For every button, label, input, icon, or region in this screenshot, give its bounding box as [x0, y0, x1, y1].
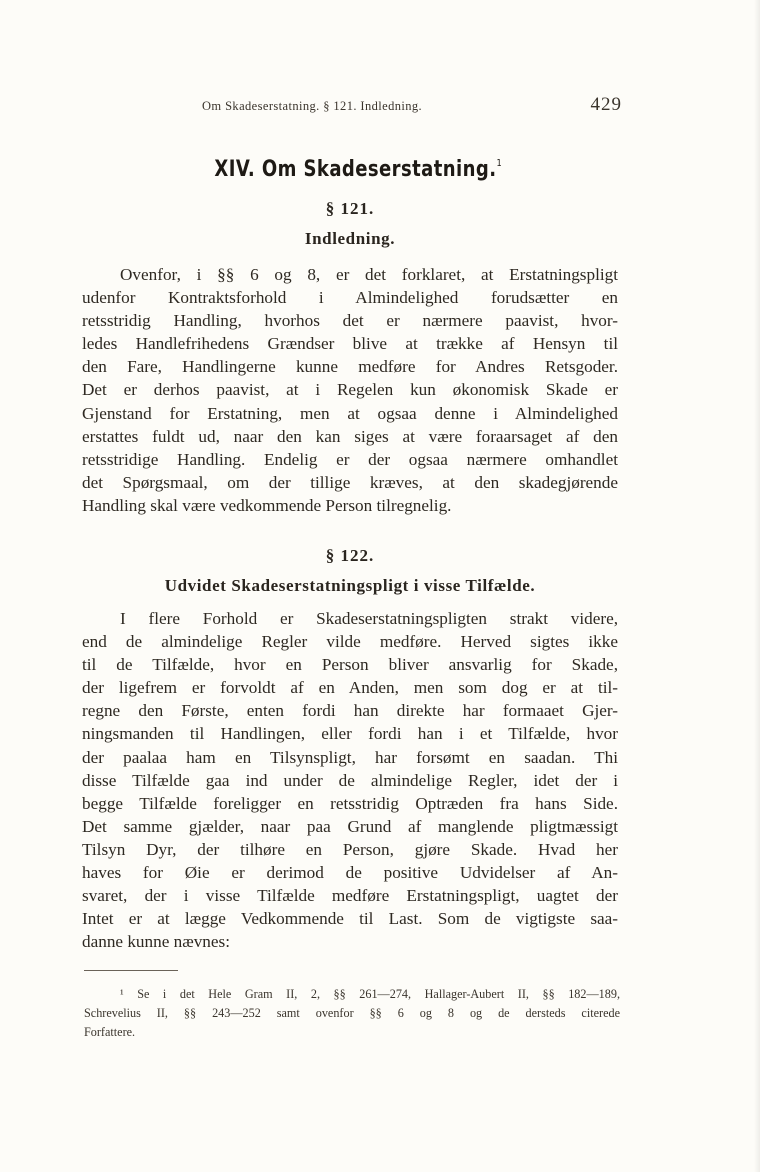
- text-line: Ovenfor, i §§ 6 og 8, er det forklaret, at Erstatningspligt: [120, 265, 618, 284]
- footnote-line: Forfattere.: [84, 1025, 136, 1039]
- text-line: det Spørgsmaal, om der tillige kræves, at den skadegjørende: [82, 472, 618, 492]
- section-121-body: [82, 263, 618, 517]
- text-line: Det samme gjælder, naar paa Grund af manglende pligtmæssigt: [82, 816, 618, 836]
- text-line: begge Tilfælde foreligger en retsstridig Optræden fra hans Side.: [82, 793, 618, 813]
- text-line: til de Tilfælde, hvor en Person bliver ansvarlig for Skade,: [82, 655, 618, 675]
- footnote-line: ¹ Se i det Hele Gram II, 2, §§ 261—274, Hallager-Aubert II, §§ 182—189,: [120, 987, 620, 1001]
- text-line: den Fare, Handlingerne kunne medføre for Andres Retsgoder.: [82, 357, 618, 377]
- page-number: 429: [590, 94, 622, 115]
- chapter-title-text: XIV. Om Skadeserstatning.: [214, 157, 497, 182]
- section-122-body: [82, 607, 618, 953]
- text-line: disse Tilfælde gaa ind under de almindelige Regler, idet der i: [82, 770, 618, 790]
- chapter-footnote-marker: 1: [496, 158, 503, 169]
- text-line: ningsmanden til Handlingen, eller fordi han i et Tilfælde, hvor: [82, 724, 618, 744]
- text-line: der paalaa ham en Tilsynspligt, har forsømt en saadan. Thi: [82, 747, 618, 767]
- text-line: retsstridige Handling. Endelig er der ogsaa nærmere omhandlet: [82, 449, 618, 469]
- text-line: retsstridig Handling, hvorhos det er nærmere paavist, hvor-: [82, 311, 618, 331]
- running-head: [82, 94, 622, 116]
- footnote-divider: [84, 970, 178, 971]
- text-line: erstattes fuldt ud, naar den kan siges at være foraarsaget af den: [82, 426, 618, 446]
- text-line: Det er derhos paavist, at i Regelen kun økonomisk Skade er: [82, 380, 618, 400]
- footnote-line: Schrevelius II, §§ 243—252 samt ovenfor §§ 6 og 8 og de dersteds citerede: [84, 1006, 620, 1020]
- text-line: I flere Forhold er Skadeserstatningspligten strakt videre,: [120, 609, 618, 628]
- text-line: Handling skal være vedkommende Person tilregnelig.: [82, 495, 452, 515]
- text-line: svaret, der i visse Tilfælde medføre Erstatningspligt, uagtet der: [82, 886, 618, 906]
- chapter-title: [71, 157, 645, 182]
- running-head-text: Om Skadeserstatning. § 121. Indledning.: [202, 99, 423, 113]
- text-line: Gjenstand for Erstatning, men at ogsaa denne i Almindelighed: [82, 403, 618, 423]
- section-121-title: Indledning.: [304, 229, 396, 248]
- section-121-number: § 121.: [325, 199, 375, 218]
- text-line: danne kunne nævnes:: [82, 932, 230, 952]
- text-line: Intet er at lægge Vedkommende til Last. Som de vigtigste saa-: [82, 909, 618, 929]
- text-line: end de almindelige Regler vilde medføre. Herved sigtes ikke: [82, 632, 618, 652]
- text-line: regne den Første, enten fordi han direkte har formaaet Gjer-: [82, 701, 618, 721]
- text-line: haves for Øie er derimod de positive Udvidelser af An-: [82, 863, 618, 883]
- text-line: Tilsyn Dyr, der tilhøre en Person, gjøre Skade. Hvad her: [82, 839, 618, 859]
- page-edge-shadow: [754, 0, 760, 1172]
- text-line: der ligefrem er forvoldt af en Anden, men som dog er at til-: [82, 678, 618, 698]
- section-122-number: § 122.: [325, 546, 375, 565]
- section-122-title: Udvidet Skadeserstatningspligt i visse Tilfælde.: [164, 576, 536, 595]
- text-line: ledes Handlefrihedens Grændser blive at trække af Hensyn til: [82, 334, 618, 354]
- footnote: [84, 985, 620, 1042]
- text-line: udenfor Kontraktsforhold i Almindelighed forudsætter en: [82, 288, 618, 308]
